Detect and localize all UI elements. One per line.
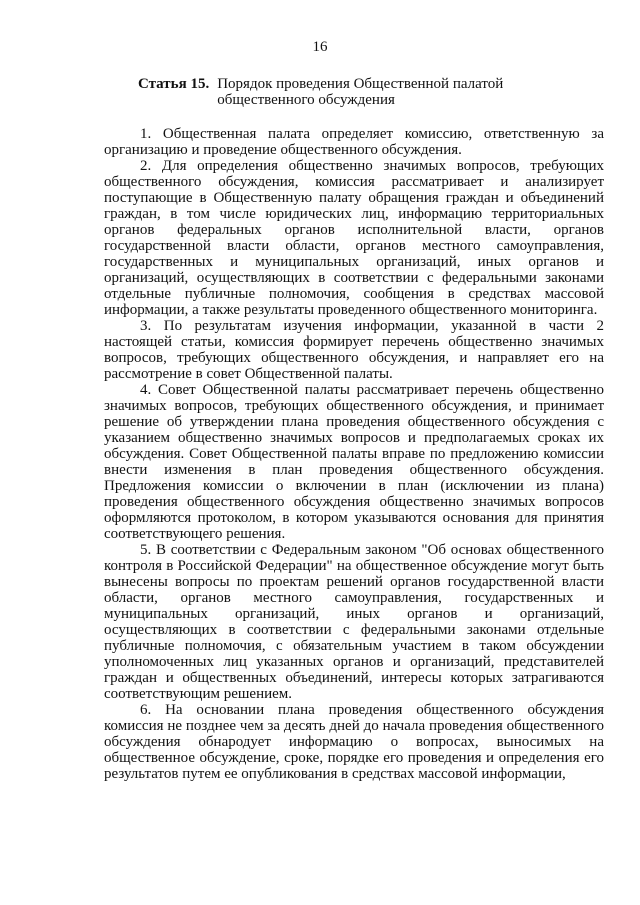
paragraph-6: 6. На основании плана проведения общественного обсуждения комиссия не позднее чем за десять дней до начала проведения общественного обсуждения обнародует информацию о вопросах, выносимых на общественное обсуждение, сроке, порядке его проведения и определения его результатов путем ее опубликования в средствах массовой информации, (104, 702, 604, 782)
article-15 (104, 76, 604, 782)
paragraph-5: 5. В соответствии с Федеральным законом "Об основах общественного контроля в Российской Федерации" на общественное обсуждение могут быть вынесены вопросы по проектам решений органов государственной власти области, органов местного самоуправления, государственных и муниципальных организаций, иных органов и организаций, осуществляющих в соответствии с федеральными законами отдельные публичные полномочия, с обязательным участием в таком обсуждении уполномоченных лиц указанных органов и организаций, представителей граждан и общественных объединений, интересы которых затрагиваются соответствующим решением. (104, 542, 604, 702)
article-title: Порядок проведения Общественной палатой общественного обсуждения (217, 76, 504, 108)
article-label: Статья 15. (138, 76, 210, 92)
paragraph-2: 2. Для определения общественно значимых вопросов, требующих общественного обсуждения, комиссия рассматривает и анализирует поступающие в Общественную палату обращения граждан и объединений граждан, в том числе юридических лиц, информацию территориальных органов федеральных органов исполнительной власти, органов государственной власти области, органов местного самоуправления, государственных и муниципальных организаций, иных органов и организаций, осуществляющих в соответствии с федеральными законами отдельные публичные полномочия, сообщения в средствах массовой информации, а также результаты проведенного общественного мониторинга. (104, 158, 604, 318)
article-heading (104, 76, 604, 108)
paragraph-1: 1. Общественная палата определяет комиссию, ответственную за организацию и проведение общественного обсуждения. (104, 126, 604, 158)
page-number: 16 (312, 39, 328, 55)
paragraph-3: 3. По результатам изучения информации, указанной в части 2 настоящей статьи, комиссия формирует перечень общественно значимых вопросов, требующих общественного обсуждения, и направляет его на рассмотрение в совет Общественной палаты. (104, 318, 604, 382)
paragraph-4: 4. Совет Общественной палаты рассматривает перечень общественно значимых вопросов, требующих общественного обсуждения, и принимает решение об утверждении плана проведения общественного обсуждения с указанием общественно значимых вопросов и предполагаемых сроках их обсуждения. Совет Общественной палаты вправе по предложению комиссии внести изменения в план проведения общественного обсуждения. Предложения комиссии о включении в план (исключении из плана) проведения общественного обсуждения общественно значимых вопросов оформляются протоколом, в котором указываются основания для принятия соответствующего решения. (104, 382, 604, 542)
